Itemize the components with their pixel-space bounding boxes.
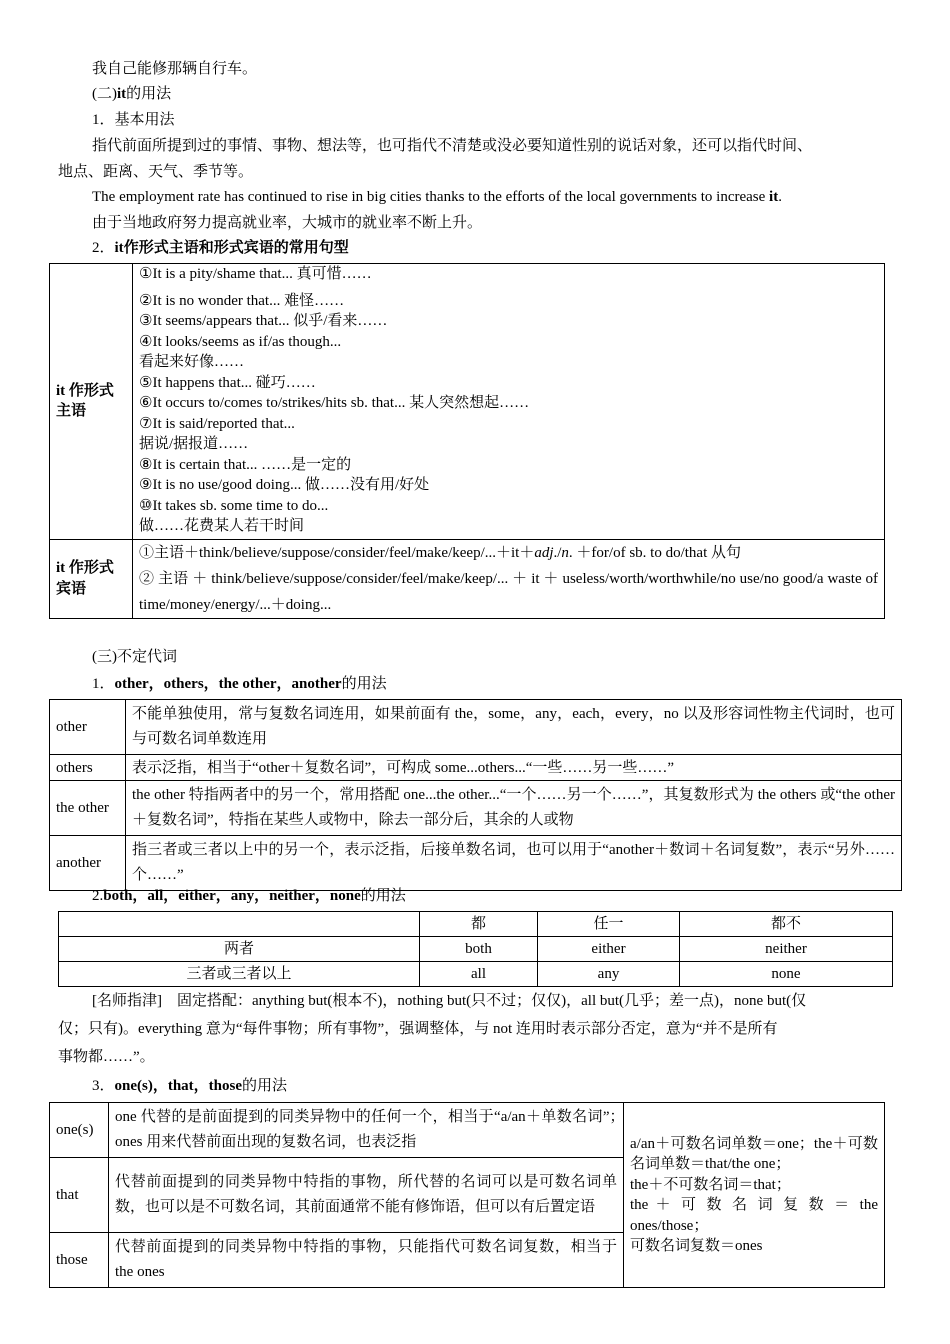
section-heading-it: (二)it的用法 [92,86,172,102]
desc-cell: 不能单独使用，常与复数名词连用，如果前面有 the，some，any，each，every，no 以及形容词性物主代词时，也可与可数名词单数连用 [126,700,902,755]
list-item: ③It seems/appears that... 似乎/看来…… [139,313,388,329]
formal-object-list [133,539,885,618]
formal-subject-list [133,264,885,540]
label-formal-object: it 作形式宾语 [50,539,133,618]
summary-cell [624,1103,885,1288]
one-that-those-table [49,1102,885,1288]
list-item: ⑦It is said/reported that... [139,415,295,432]
desc-cell: 表示泛指，相当于“other＋复数名词”，可构成 some...others...“一些……另一些……” [126,755,902,781]
tip-line2: 仅；只有)。everything 意为“每件事物；所有事物”，强调整体，与 not 连用时表示部分否定，意为“并不是所有 [58,1021,778,1037]
it-pattern-table [49,263,885,619]
word-cell: others [50,755,126,781]
desc-cell: 指三者或三者以上中的另一个，表示泛指，后接单数名词，也可以用于“another＋数词＋名词复数”，表示“另外……个……” [126,836,902,891]
list-item: ①主语＋think/believe/suppose/consider/feel/make/keep/...＋it＋adj./n. ＋for/of sb. to do/that 从句 [139,544,741,561]
list-item: 可数名词复数＝ones [630,1238,763,1254]
header-cell: 都不 [680,912,893,937]
table-row [50,781,902,836]
desc-cell: 代替前面提到的同类异物中特指的事物，只能指代可数名词复数，相当于 the ones [109,1233,624,1288]
intro-line: 我自己能修那辆自行车。 [92,61,258,77]
paragraph-line2: 地点、距离、天气、季节等。 [58,164,254,180]
desc-cell: one 代替的是前面提到的同类异物中的任何一个，相当于“a/an＋单数名词”； ones 用来代替前面出现的复数名词，也表泛指 [109,1103,624,1158]
tip-line3: 事物都……”。 [58,1049,155,1065]
sub-heading-basic: 1．基本用法 [92,112,175,128]
list-item: ⑥It occurs to/comes to/strikes/hits sb. that... 某人突然想起…… [139,395,530,411]
table-row [50,1103,885,1158]
list-item: ②It is no wonder that... 难怪…… [139,292,345,309]
word-cell: the other [50,781,126,836]
header-cell [59,912,420,937]
grid-cell: any [538,962,680,987]
paragraph-line1: 指代前面所提到过的事情、事物、想法等，也可指代不清楚或没必要知道性别的说话对象，还可以指代时间、 [92,138,813,154]
list-item: 看起来好像…… [139,354,245,370]
grid-cell: none [680,962,893,987]
section-heading-indefinite: (三)不定代词 [92,649,177,665]
grid-cell: neither [680,937,893,962]
list-item: ⑤It happens that... 碰巧…… [139,374,316,391]
list-item: 据说/据报道…… [139,436,249,452]
list-item: the＋不可数名词＝that； [630,1176,791,1193]
table-row [50,264,885,540]
table-row [50,700,902,755]
list-item: ⑨It is no use/good doing... 做……没有用/好处 [139,477,430,493]
grid-cell: 两者 [59,937,420,962]
word-cell: another [50,836,126,891]
list-item: ④It looks/seems as if/as though... [139,333,342,350]
table-row [59,962,893,987]
other-usage-table [49,699,902,891]
sub-heading-other: 1．other，others，the other，another的用法 [92,676,387,692]
grid-cell: 三者或三者以上 [59,962,420,987]
example-zh: 由于当地政府努力提高就业率，大城市的就业率不断上升。 [92,215,483,231]
example-en: The employment rate has continued to rise in big cities thanks to the efforts of the local governments to increase it. [92,189,782,205]
list-item: 做……花费某人若干时间 [139,518,305,534]
word-cell: that [50,1158,109,1233]
header-cell: 都 [420,912,538,937]
table-row [50,755,902,781]
grid-cell: all [420,962,538,987]
both-all-table [58,911,893,987]
list-item: ⑩It takes sb. some time to do... [139,497,329,514]
label-formal-subject: it 作形式主语 [50,264,133,540]
table-row [59,912,893,937]
list-item: ⑧It is certain that... ……是一定的 [139,456,352,473]
list-item: ①It is a pity/shame that... 真可惜…… [139,266,372,282]
grid-cell: either [538,937,680,962]
list-item: the ＋ 可 数 名 词 复 数 ＝ the ones/those； [630,1197,878,1234]
grid-cell: both [420,937,538,962]
list-item: ② 主语 ＋ think/believe/suppose/consider/feel/make/keep/... ＋ it ＋ useless/worth/worthwhile/no use/no good/a waste of time/money/energy/...＋doing... [139,570,878,613]
sub-heading-it-patterns: 2．it作形式主语和形式宾语的常用句型 [92,240,349,256]
word-cell: one(s) [50,1103,109,1158]
sub-heading-one: 3．one(s)，that，those的用法 [92,1078,288,1094]
word-cell: other [50,700,126,755]
tip-line1: [名师指津] 固定搭配：anything but(根本不)，nothing but(只不过；仅仅)，all but(几乎；差一点)，none but(仅 [92,993,807,1009]
table-row [50,836,902,891]
table-row [50,539,885,618]
desc-cell: 代替前面提到的同类异物中特指的事物，所代替的名词可以是可数名词单数，也可以是不可数名词，其前面通常不能有修饰语，但可以有后置定语 [109,1158,624,1233]
header-cell: 任一 [538,912,680,937]
word-cell: those [50,1233,109,1288]
desc-cell: the other 特指两者中的另一个，常用搭配 one...the other...“一个……另一个……”，其复数形式为 the others 或“the other＋复数名词”，特指在某些人或物中，除去一部分后，其余的人或物 [126,781,902,836]
list-item: a/an＋可数名词单数＝one；the＋可数名词单数＝that/the one； [630,1135,878,1172]
sub-heading-both: 2.both，all，either，any，neither，none的用法 [92,888,406,904]
table-row [59,937,893,962]
